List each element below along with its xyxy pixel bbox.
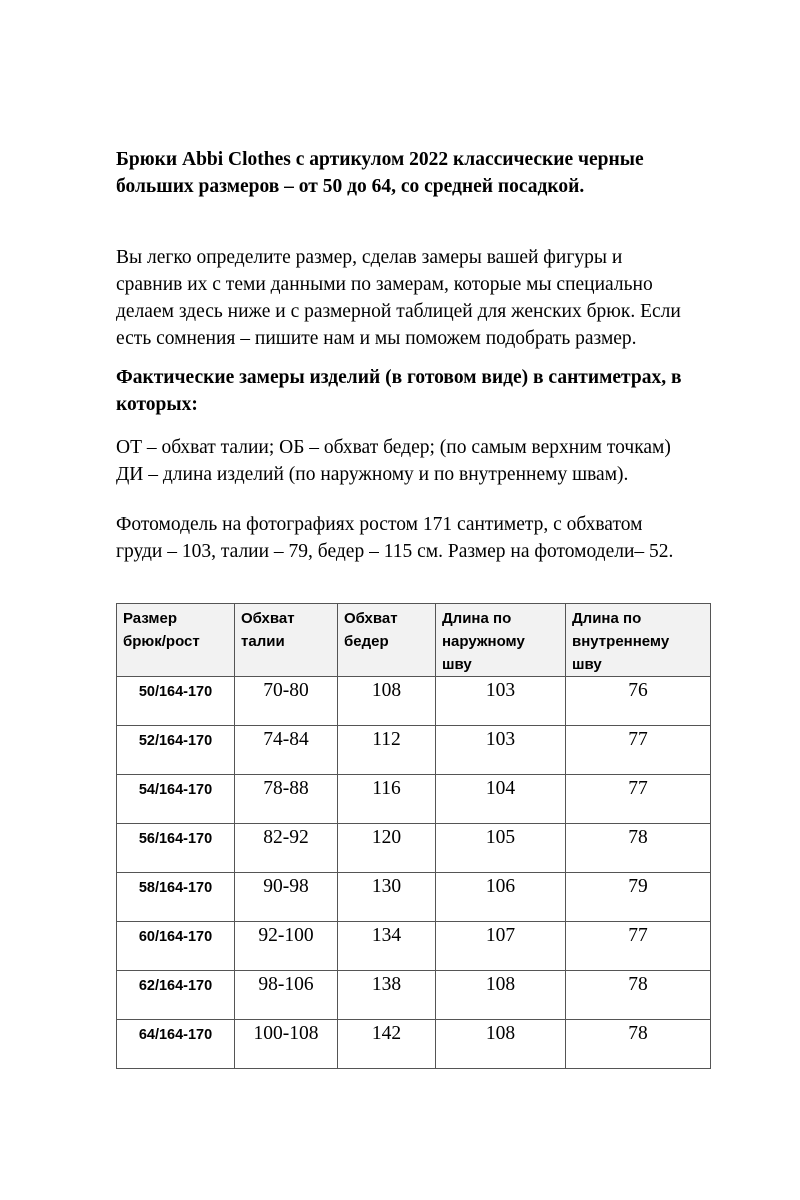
- inner-seam-cell: 77: [566, 922, 711, 971]
- outer-seam-cell: 107: [436, 922, 566, 971]
- outer-seam-cell: 103: [436, 726, 566, 775]
- inner-seam-cell: 78: [566, 1020, 711, 1069]
- outer-seam-cell: 105: [436, 824, 566, 873]
- intro-paragraph: Вы легко определите размер, сделав замеры вашей фигуры и сравнив их с теми данными по замерам, которые мы специально делаем здесь ниже и с размерной таблицей для женских брюк. Если есть сомнения – пишите нам и мы поможем подобрать размер.: [116, 247, 681, 349]
- waist-cell: 100-108: [235, 1020, 338, 1069]
- inner-seam-cell: 76: [566, 677, 711, 726]
- hips-cell: 134: [338, 922, 436, 971]
- size-cell: 56/164-170: [117, 824, 235, 873]
- waist-cell: 74-84: [235, 726, 338, 775]
- size-table: [116, 603, 711, 1069]
- size-cell: 64/164-170: [117, 1020, 235, 1069]
- waist-cell: 82-92: [235, 824, 338, 873]
- table-row: [117, 1020, 711, 1069]
- inner-seam-cell: 79: [566, 873, 711, 922]
- abbreviations-paragraph: ОТ – обхват талии; ОБ – обхват бедер; (по самым верхним точкам) ДИ – длина изделий (по наружному и по внутреннему швам).: [116, 437, 671, 485]
- outer-seam-cell: 104: [436, 775, 566, 824]
- header-outer-seam: Длина по наружному шву: [436, 604, 566, 677]
- size-cell: 60/164-170: [117, 922, 235, 971]
- header-hips: Обхват бедер: [338, 604, 436, 677]
- waist-cell: 70-80: [235, 677, 338, 726]
- hips-cell: 112: [338, 726, 436, 775]
- table-row: [117, 824, 711, 873]
- table-row: [117, 677, 711, 726]
- product-title: Брюки Abbi Clothes с артикулом 2022 классические черные больших размеров – от 50 до 64, со средней посадкой.: [116, 149, 644, 197]
- table-row: [117, 873, 711, 922]
- waist-cell: 90-98: [235, 873, 338, 922]
- header-size: Размер брюк/рост: [117, 604, 235, 677]
- outer-seam-cell: 108: [436, 1020, 566, 1069]
- size-cell: 62/164-170: [117, 971, 235, 1020]
- model-info-paragraph: Фотомодель на фотографиях ростом 171 сантиметр, с обхватом груди – 103, талии – 79, бедер – 115 см. Размер на фотомодели– 52.: [116, 514, 674, 562]
- inner-seam-cell: 78: [566, 971, 711, 1020]
- waist-cell: 98-106: [235, 971, 338, 1020]
- hips-cell: 108: [338, 677, 436, 726]
- size-cell: 50/164-170: [117, 677, 235, 726]
- size-cell: 52/164-170: [117, 726, 235, 775]
- header-inner-seam: Длина по внутреннему шву: [566, 604, 711, 677]
- header-waist: Обхват талии: [235, 604, 338, 677]
- hips-cell: 130: [338, 873, 436, 922]
- outer-seam-cell: 108: [436, 971, 566, 1020]
- inner-seam-cell: 78: [566, 824, 711, 873]
- hips-cell: 116: [338, 775, 436, 824]
- table-header-row: [117, 604, 711, 677]
- hips-cell: 138: [338, 971, 436, 1020]
- hips-cell: 120: [338, 824, 436, 873]
- size-cell: 54/164-170: [117, 775, 235, 824]
- waist-cell: 78-88: [235, 775, 338, 824]
- measurements-heading: Фактические замеры изделий (в готовом виде) в сантиметрах, в которых:: [116, 367, 682, 415]
- table-row: [117, 726, 711, 775]
- size-cell: 58/164-170: [117, 873, 235, 922]
- inner-seam-cell: 77: [566, 775, 711, 824]
- table-row: [117, 775, 711, 824]
- outer-seam-cell: 103: [436, 677, 566, 726]
- inner-seam-cell: 77: [566, 726, 711, 775]
- hips-cell: 142: [338, 1020, 436, 1069]
- table-row: [117, 922, 711, 971]
- table-row: [117, 971, 711, 1020]
- waist-cell: 92-100: [235, 922, 338, 971]
- outer-seam-cell: 106: [436, 873, 566, 922]
